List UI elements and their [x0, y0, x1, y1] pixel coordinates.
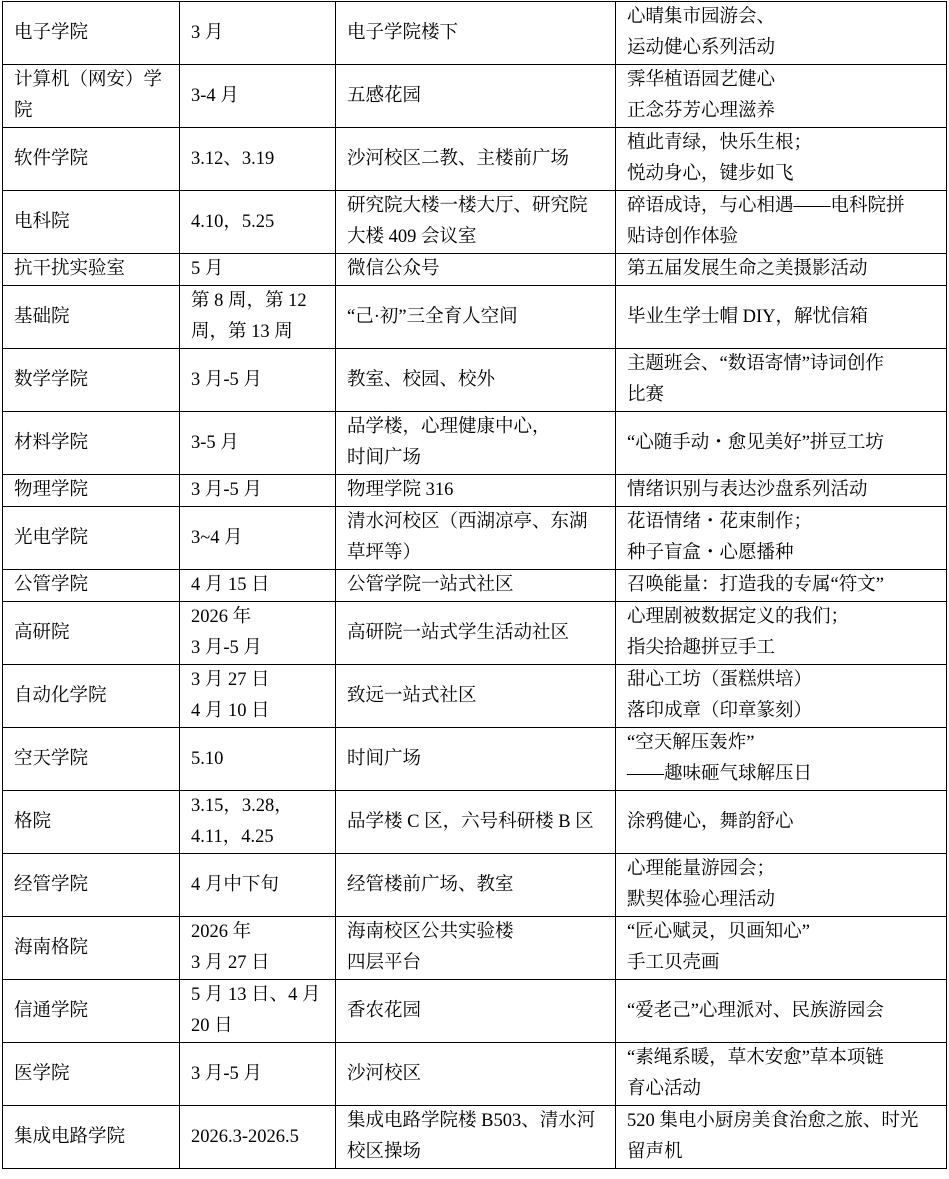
date-cell: 3 月-5 月	[180, 1043, 336, 1106]
table-row	[3, 570, 947, 602]
college-cell: 格院	[3, 791, 180, 854]
date-cell: 4.10，5.25	[180, 191, 336, 254]
activity-cell: 植此青绿，快乐生根； 悦动身心，键步如飞	[616, 128, 947, 191]
table-row	[3, 917, 947, 980]
college-cell: 经管学院	[3, 854, 180, 917]
table-row	[3, 980, 947, 1043]
table-row	[3, 728, 947, 791]
location-cell: 集成电路学院楼 B503、清水河 校区操场	[336, 1106, 616, 1169]
date-cell: 3-4 月	[180, 65, 336, 128]
date-cell: 3 月-5 月	[180, 475, 336, 507]
date-cell: 3 月 27 日 4 月 10 日	[180, 665, 336, 728]
date-cell: 第 8 周，第 12 周，第 13 周	[180, 286, 336, 349]
college-cell: 信通学院	[3, 980, 180, 1043]
location-cell: “己·初”三全育人空间	[336, 286, 616, 349]
location-cell: 时间广场	[336, 728, 616, 791]
table-row	[3, 349, 947, 412]
date-cell: 4 月 15 日	[180, 570, 336, 602]
location-cell: 五感花园	[336, 65, 616, 128]
location-cell: 品学楼 C 区，六号科研楼 B 区	[336, 791, 616, 854]
date-cell: 4 月中下旬	[180, 854, 336, 917]
location-cell: 经管楼前广场、教室	[336, 854, 616, 917]
date-cell: 3.12、3.19	[180, 128, 336, 191]
table-row	[3, 254, 947, 286]
location-cell: 电子学院楼下	[336, 2, 616, 65]
location-cell: 致远一站式社区	[336, 665, 616, 728]
college-cell: 海南格院	[3, 917, 180, 980]
activity-cell: “素绳系暖，草木安愈”草本项链 育心活动	[616, 1043, 947, 1106]
table-row	[3, 854, 947, 917]
activity-cell: 碎语成诗，与心相遇——电科院拼 贴诗创作体验	[616, 191, 947, 254]
activity-cell: 毕业生学士帽 DIY，解忧信箱	[616, 286, 947, 349]
college-cell: 公管学院	[3, 570, 180, 602]
table-row	[3, 412, 947, 475]
activity-schedule-table	[2, 1, 947, 1169]
activity-cell: 心理能量游园会； 默契体验心理活动	[616, 854, 947, 917]
college-cell: 空天学院	[3, 728, 180, 791]
activity-cell: 情绪识别与表达沙盘系列活动	[616, 475, 947, 507]
date-cell: 5 月	[180, 254, 336, 286]
college-cell: 电子学院	[3, 2, 180, 65]
table-row	[3, 1043, 947, 1106]
date-cell: 3.15，3.28， 4.11，4.25	[180, 791, 336, 854]
location-cell: 公管学院一站式社区	[336, 570, 616, 602]
location-cell: 研究院大楼一楼大厅、研究院 大楼 409 会议室	[336, 191, 616, 254]
table-row	[3, 507, 947, 570]
date-cell: 3 月-5 月	[180, 349, 336, 412]
table-row	[3, 286, 947, 349]
college-cell: 数学学院	[3, 349, 180, 412]
college-cell: 医学院	[3, 1043, 180, 1106]
location-cell: 品学楼，心理健康中心， 时间广场	[336, 412, 616, 475]
date-cell: 3-5 月	[180, 412, 336, 475]
date-cell: 2026 年 3 月-5 月	[180, 602, 336, 665]
location-cell: 沙河校区	[336, 1043, 616, 1106]
table-row	[3, 665, 947, 728]
college-cell: 光电学院	[3, 507, 180, 570]
activity-cell: “空天解压轰炸” ——趣味砸气球解压日	[616, 728, 947, 791]
college-cell: 物理学院	[3, 475, 180, 507]
college-cell: 抗干扰实验室	[3, 254, 180, 286]
college-cell: 基础院	[3, 286, 180, 349]
table-row	[3, 1106, 947, 1169]
activity-cell: 霁华植语园艺健心 正念芬芳心理滋养	[616, 65, 947, 128]
location-cell: 海南校区公共实验楼 四层平台	[336, 917, 616, 980]
table-row	[3, 475, 947, 507]
date-cell: 5 月 13 日、4 月 20 日	[180, 980, 336, 1043]
date-cell: 3 月	[180, 2, 336, 65]
date-cell: 2026.3-2026.5	[180, 1106, 336, 1169]
location-cell: 沙河校区二教、主楼前广场	[336, 128, 616, 191]
table-row	[3, 191, 947, 254]
date-cell: 5.10	[180, 728, 336, 791]
activity-cell: 520 集电小厨房美食治愈之旅、时光 留声机	[616, 1106, 947, 1169]
activity-cell: 花语情绪・花束制作； 种子盲盒・心愿播种	[616, 507, 947, 570]
location-cell: 微信公众号	[336, 254, 616, 286]
table-row	[3, 65, 947, 128]
activity-cell: 心晴集市园游会、 运动健心系列活动	[616, 2, 947, 65]
activity-cell: “爱老己”心理派对、民族游园会	[616, 980, 947, 1043]
date-cell: 2026 年 3 月 27 日	[180, 917, 336, 980]
college-cell: 软件学院	[3, 128, 180, 191]
activity-cell: “心随手动・愈见美好”拼豆工坊	[616, 412, 947, 475]
activity-cell: 心理剧被数据定义的我们； 指尖拾趣拼豆手工	[616, 602, 947, 665]
activity-cell: 甜心工坊（蛋糕烘培） 落印成章（印章篆刻）	[616, 665, 947, 728]
college-cell: 高研院	[3, 602, 180, 665]
college-cell: 材料学院	[3, 412, 180, 475]
location-cell: 清水河校区（西湖凉亭、东湖 草坪等）	[336, 507, 616, 570]
college-cell: 自动化学院	[3, 665, 180, 728]
location-cell: 教室、校园、校外	[336, 349, 616, 412]
college-cell: 集成电路学院	[3, 1106, 180, 1169]
table-row	[3, 602, 947, 665]
location-cell: 香农花园	[336, 980, 616, 1043]
activity-cell: 涂鸦健心，舞韵舒心	[616, 791, 947, 854]
table-row	[3, 791, 947, 854]
activity-cell: 召唤能量：打造我的专属“符文”	[616, 570, 947, 602]
location-cell: 高研院一站式学生活动社区	[336, 602, 616, 665]
activity-cell: “匠心赋灵，贝画知心” 手工贝壳画	[616, 917, 947, 980]
table-body	[3, 2, 947, 1169]
table-row	[3, 2, 947, 65]
activity-cell: 主题班会、“数语寄情”诗词创作 比赛	[616, 349, 947, 412]
college-cell: 电科院	[3, 191, 180, 254]
college-cell: 计算机（网安）学 院	[3, 65, 180, 128]
table-row	[3, 128, 947, 191]
date-cell: 3~4 月	[180, 507, 336, 570]
location-cell: 物理学院 316	[336, 475, 616, 507]
activity-cell: 第五届发展生命之美摄影活动	[616, 254, 947, 286]
